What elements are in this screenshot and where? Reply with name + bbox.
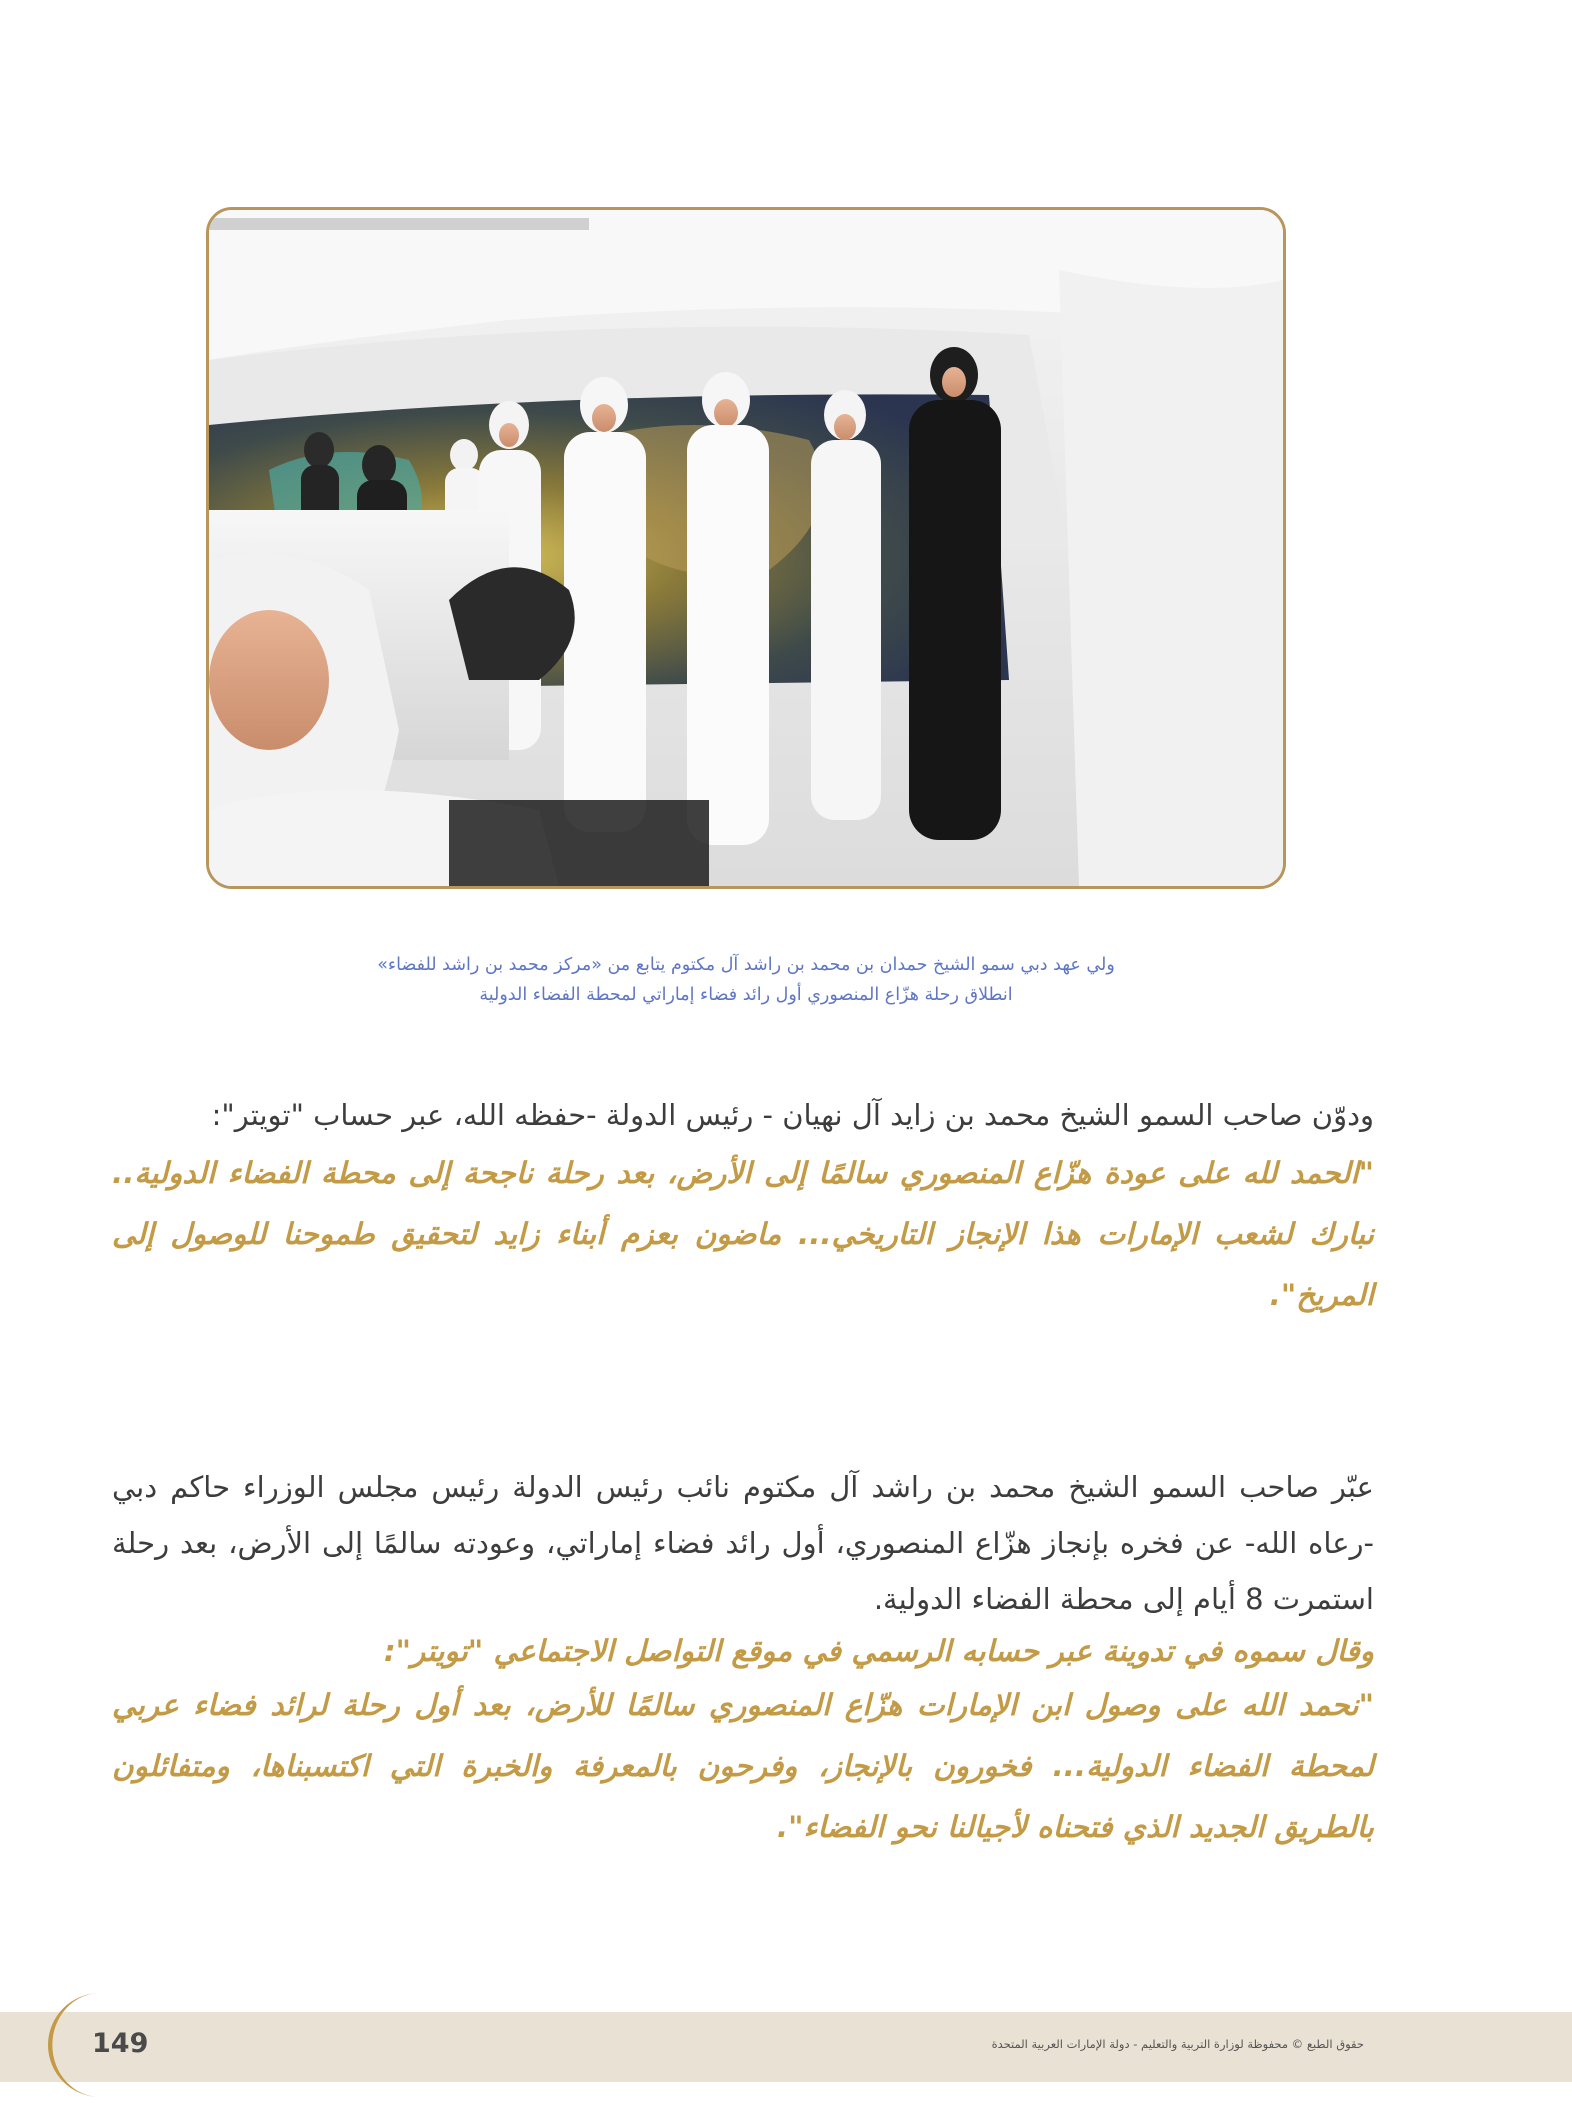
section-2-intro: عبّر صاحب السمو الشيخ محمد بن راشد آل مكتوم نائب رئيس الدولة رئيس مجلس الوزراء حاكم دبي -رعاه الله- عن فخره بإنجاز هزّاع المنصوري، أول رائد فضاء إماراتي، وعودته سالمًا إلى الأرض، بعد رحلة استمرت 8 أيام إلى محطة الفضاء الدولية.	[112, 1470, 1374, 1616]
photo-illustration	[209, 210, 1283, 886]
section-2-quote: "نحمد الله على وصول ابن الإمارات هزّاع المنصوري سالمًا للأرض، بعد أول رحلة لرائد فضاء عربي لمحطة الفضاء الدولية... فخورون بالإنجاز، وفرحون بالمعرفة والخبرة التي اكتسبناها، ومتفائلون بالطريق الجديد الذي فتحناه لأجيالنا نحو الفضاء".	[112, 1688, 1374, 1844]
section-1	[112, 1087, 1374, 1326]
event-photo	[206, 207, 1286, 889]
caption-line-1: ولي عهد دبي سمو الشيخ حمدان بن محمد بن راشد آل مكتوم يتابع من «مركز محمد بن راشد للفضاء»	[377, 955, 1115, 975]
page-number: 149	[92, 2028, 149, 2059]
caption-line-2: انطلاق رحلة هزّاع المنصوري أول رائد فضاء إماراتي لمحطة الفضاء الدولية	[479, 985, 1013, 1005]
photo-caption	[206, 950, 1286, 1010]
section-2-lead: وقال سموه في تدوينة عبر حسابه الرسمي في موقع التواصل الاجتماعي "تويتر":	[383, 1634, 1374, 1668]
copyright-notice: حقوق الطبع © محفوظة لوزارة التربية والتعليم - دولة الإمارات العربية المتحدة	[991, 2037, 1364, 2051]
section-1-intro: ودوّن صاحب السمو الشيخ محمد بن زايد آل نهيان - رئيس الدولة -حفظه الله، عبر حساب "تويتر":	[211, 1098, 1374, 1132]
section-2	[112, 1459, 1374, 1858]
section-1-quote: "الحمد لله على عودة هزّاع المنصوري سالمًا إلى الأرض، بعد رحلة ناجحة إلى محطة الفضاء الدولية.. نبارك لشعب الإمارات هذا الإنجاز التاريخي... ماضون بعزم أبناء زايد لتحقيق طموحنا للوصول إلى المريخ".	[112, 1156, 1374, 1312]
